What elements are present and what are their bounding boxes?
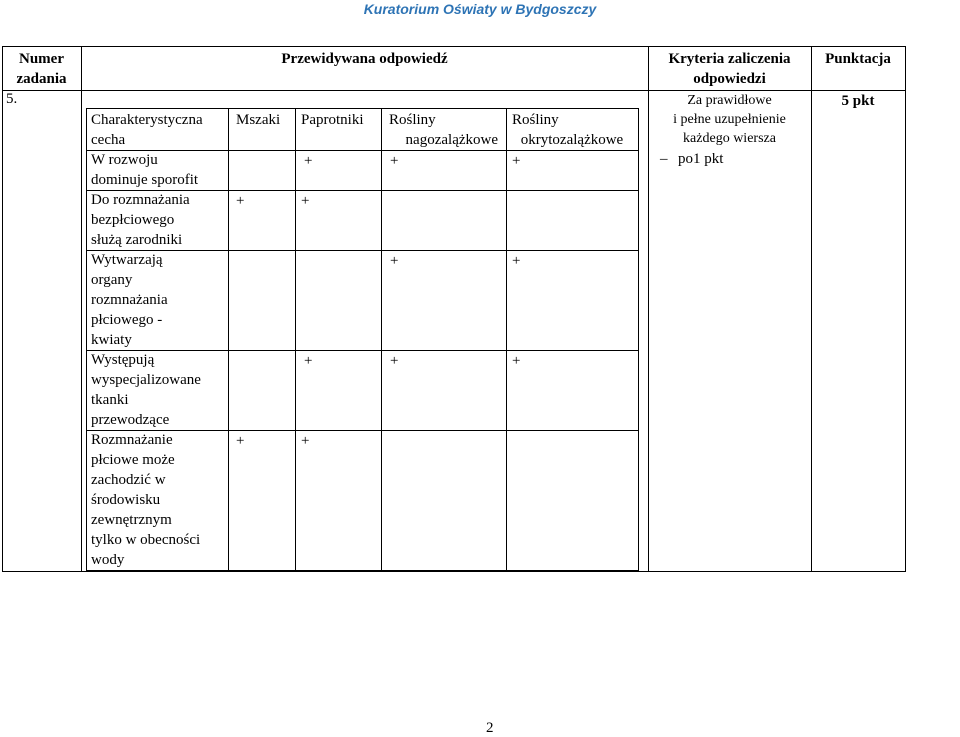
points-total: 5 pkt	[841, 93, 875, 109]
answer-header: Przewidywana odpowiedź	[281, 51, 448, 67]
page-number: 2	[486, 720, 494, 736]
feature-cell: Do rozmnażania bezpłciowego służą zarodniki	[91, 192, 190, 248]
plus-mark: +	[301, 433, 310, 449]
criteria-text: Za prawidłowe i pełne uzupełnienie każdego wiersza	[673, 93, 786, 146]
feature-header: Charakterystyczna cecha	[91, 112, 203, 148]
plus-mark: +	[390, 153, 399, 169]
plus-mark: +	[512, 153, 521, 169]
points-header: Punktacja	[825, 51, 891, 67]
plus-mark: +	[236, 433, 245, 449]
criteria-dash: –	[660, 151, 668, 167]
gymnosperms-header: Rośliny nagozalążkowe	[389, 112, 498, 148]
feature-cell: W rozwoju dominuje sporofit	[91, 152, 199, 188]
criteria-header: Kryteria zaliczenia odpowiedzi	[668, 51, 791, 87]
mosses-header: Mszaki	[236, 112, 281, 128]
plus-mark: +	[304, 353, 313, 369]
feature-cell: Wytwarzają organy rozmnażania płciowego - kwiaty	[91, 252, 168, 348]
feature-cell: Rozmnażanie płciowe może zachodzić w środowisku zewnętrznym tylko w obecności wody	[91, 432, 201, 568]
task-number: 5.	[6, 91, 18, 107]
plus-mark: +	[390, 353, 399, 369]
plus-mark: +	[390, 253, 399, 269]
plus-mark: +	[301, 193, 310, 209]
plus-mark: +	[236, 193, 245, 209]
ferns-header: Paprotniki	[301, 112, 364, 128]
plus-mark: +	[304, 153, 313, 169]
plus-mark: +	[512, 353, 521, 369]
criteria-points-each: po1 pkt	[678, 151, 724, 167]
plus-mark: +	[512, 253, 521, 269]
angiosperms-header: Rośliny okrytozalążkowe	[512, 112, 624, 148]
page-header: Kuratorium Oświaty w Bydgoszczy	[363, 1, 597, 17]
number-header: Numer zadania	[16, 51, 67, 87]
feature-cell: Występują wyspecjalizowane tkanki przewodzące	[91, 352, 201, 428]
